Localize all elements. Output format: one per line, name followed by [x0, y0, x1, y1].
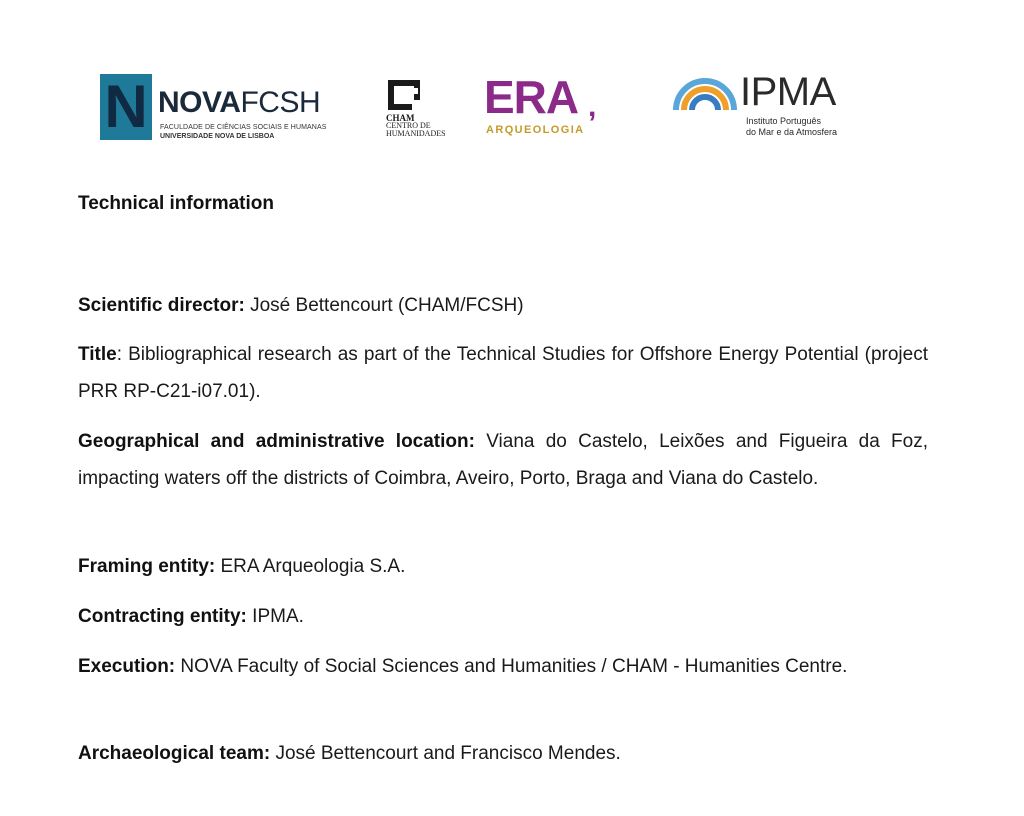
- ipma-line1: Instituto Português: [746, 116, 822, 126]
- framing-entity-value: ERA Arqueologia S.A.: [215, 556, 406, 577]
- cham-line2: HUMANIDADES: [386, 129, 446, 138]
- section-heading: Technical information: [78, 193, 275, 214]
- execution-label: Execution:: [78, 656, 176, 677]
- title-entry: [78, 336, 928, 410]
- era-wordmark: ERA: [484, 71, 579, 123]
- era-arqueologia-logo: [484, 71, 604, 144]
- contracting-entity-entry: [78, 598, 928, 635]
- ipma-subtitle: [746, 116, 837, 138]
- location-entry: [78, 423, 928, 497]
- title-value: : Bibliographical research as part of the Technical Studies for Offshore Energy Potential (project PRR RP-C21-i07.01).: [78, 344, 928, 402]
- archaeological-team-label: Archaeological team:: [78, 743, 271, 764]
- scientific-director-entry: [78, 287, 928, 324]
- cham-logo: [386, 78, 456, 144]
- cham-name: CHAM: [386, 113, 415, 123]
- archaeological-team-value: José Bettencourt and Francisco Mendes.: [270, 743, 621, 764]
- cham-mark-icon: [386, 78, 422, 112]
- location-value: Viana do Castelo, Leixões and Figueira da Foz, impacting waters off the districts of Coimbra, Aveiro, Porto, Braga and Viana do Castelo.: [78, 431, 929, 489]
- nova-faculty-line: FACULDADE DE CIÊNCIAS SOCIAIS E HUMANAS: [160, 124, 327, 131]
- scientific-director-value: José Bettencourt (CHAM/FCSH): [244, 295, 524, 316]
- nova-n-mark: [100, 74, 152, 140]
- cham-text: [386, 114, 446, 138]
- ipma-rainbow-icon: [670, 66, 740, 112]
- framing-entity-label: Framing entity:: [78, 556, 216, 577]
- framing-entity-entry: [78, 548, 928, 585]
- contracting-entity-value: IPMA.: [246, 606, 304, 627]
- nova-fcsh-wordmark: [158, 86, 320, 120]
- nova-university-line: UNIVERSIDADE NOVA DE LISBOA: [160, 133, 275, 140]
- title-label: Title: [78, 344, 117, 365]
- execution-value: NOVA Faculty of Social Sciences and Humanities / CHAM - Humanities Centre.: [175, 656, 848, 677]
- scientific-director-label: Scientific director:: [78, 295, 245, 316]
- nova-word-thin: FCSH: [240, 86, 321, 119]
- ipma-wordmark: IPMA: [740, 70, 836, 114]
- execution-entry: [78, 648, 928, 685]
- archaeological-team-entry: [78, 735, 928, 772]
- ipma-line2: do Mar e da Atmosfera: [746, 127, 838, 137]
- cham-line1: CENTRO DE: [386, 121, 431, 130]
- era-subtitle: ARQUEOLOGIA: [486, 124, 585, 136]
- nova-word-bold: NOVA: [158, 86, 241, 119]
- nova-n-letter: N: [104, 73, 148, 140]
- era-comma: ,: [588, 90, 597, 123]
- location-label: Geographical and administrative location:: [78, 431, 475, 452]
- ipma-logo: [670, 66, 850, 146]
- contracting-entity-label: Contracting entity:: [78, 606, 247, 627]
- nova-fcsh-logo: [100, 72, 340, 144]
